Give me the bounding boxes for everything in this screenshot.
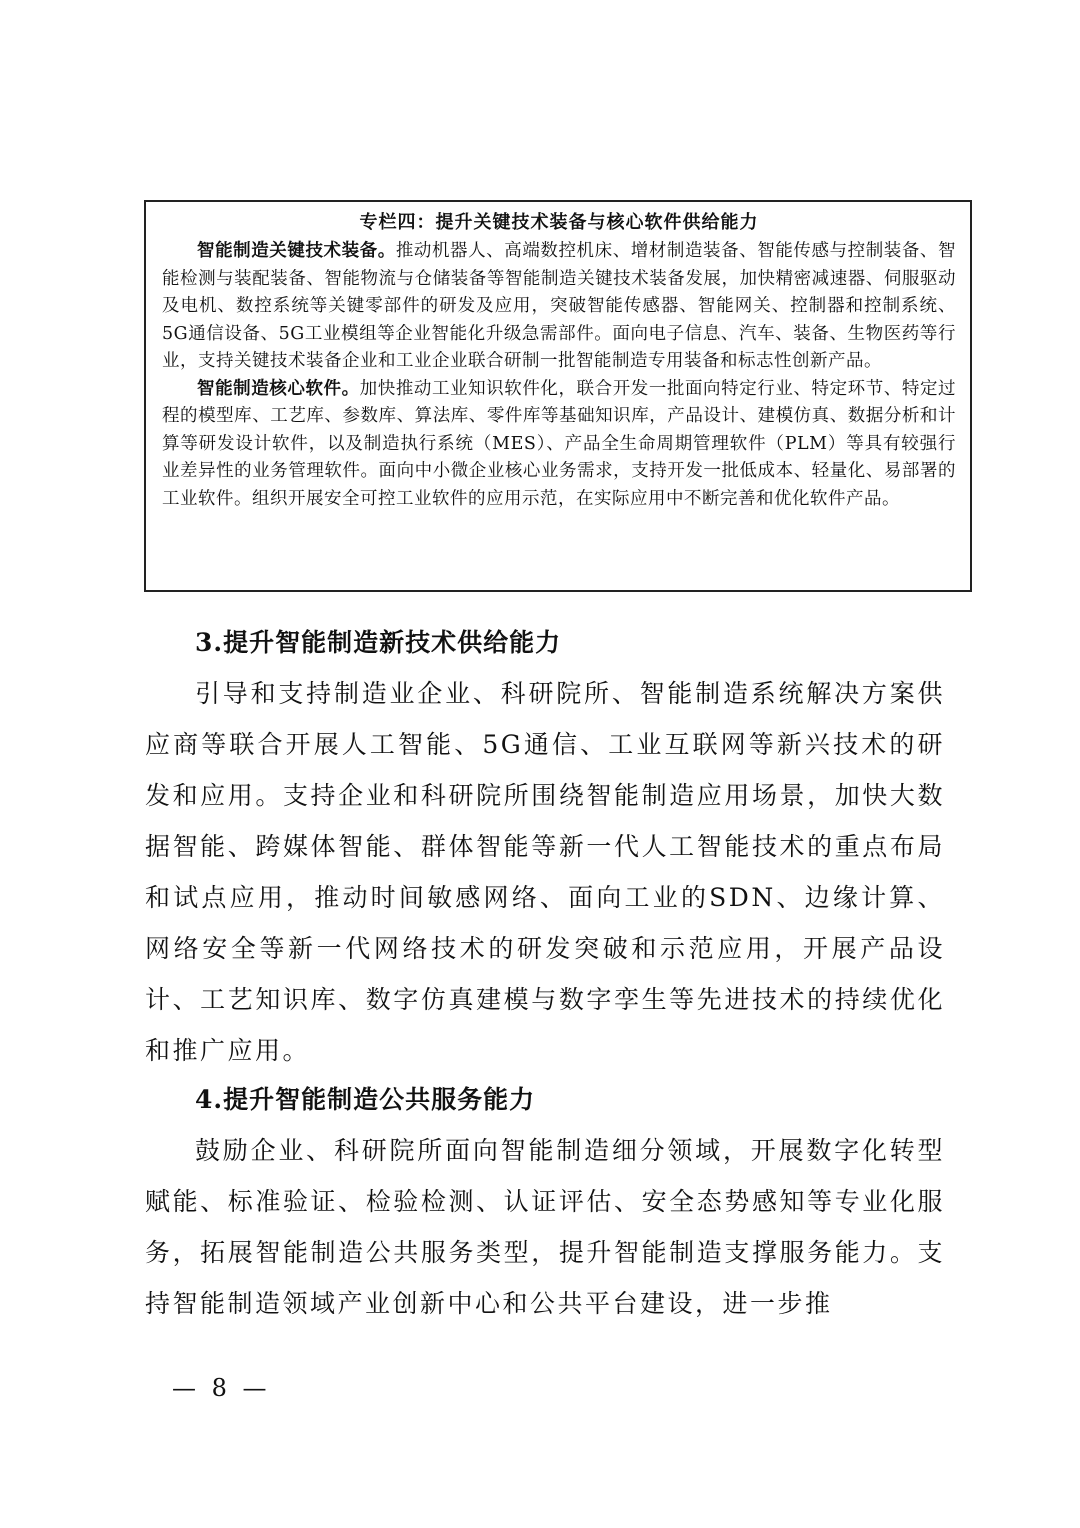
box-paragraph-text: 推动机器人、高端数控机床、增材制造装备、智能传感与控制装备、智能检测与装配装备、智能物流与仓储装备等智能制造关键技术装备发展，加快精密减速器、伺服驱动及电机、数控系统等关键零部件的研发及应用，突破智能传感器、智能网关、控制器和控制系统、5G通信设备、5G工业模组等企业智能化升级急需部件。面向电子信息、汽车、装备、生物医药等行业，支持关键技术装备企业和工业企业联合研制一批智能制造专用装备和标志性创新产品。 — [162, 241, 957, 371]
page-number: — 8 — — [172, 1374, 271, 1402]
box-paragraph-equipment — [162, 238, 956, 376]
sidebar-box — [144, 200, 972, 592]
section-4 — [145, 1075, 945, 1329]
box-paragraph-text: 加快推动工业知识软件化，联合开发一批面向特定行业、特定环节、特定过程的模型库、工艺库、参数库、算法库、零件库等基础知识库，产品设计、建模仿真、数据分析和计算等研发设计软件，以及制造执行系统（MES）、产品全生命周期管理软件（PLM）等具有较强行业差异性的业务管理软件。面向中小微企业核心业务需求，支持开发一批低成本、轻量化、易部署的工业软件。组织开展安全可控工业软件的应用示范，在实际应用中不断完善和优化软件产品。 — [162, 378, 957, 509]
box-paragraph-software — [162, 376, 956, 514]
section-heading: 4.提升智能制造公共服务能力 — [195, 1085, 536, 1114]
box-paragraph-lead: 智能制造关键技术装备。 — [197, 241, 396, 261]
section-paragraph: 引导和支持制造业企业、科研院所、智能制造系统解决方案供应商等联合开展人工智能、5G通信、工业互联网等新兴技术的研发和应用。支持企业和科研院所围绕智能制造应用场景，加快大数据智能、跨媒体智能、群体智能等新一代人工智能技术的重点布局和试点应用，推动时间敏感网络、面向工业的SDN、边缘计算、网络安全等新一代网络技术的研发突破和示范应用，开展产品设计、工艺知识库、数字仿真建模与数字孪生等先进技术的持续优化和推广应用。 — [145, 679, 945, 1065]
section-3 — [145, 618, 945, 1076]
section-heading: 3.提升智能制造新技术供给能力 — [195, 628, 562, 657]
section-paragraph: 鼓励企业、科研院所面向智能制造细分领域，开展数字化转型赋能、标准验证、检验检测、认证评估、安全态势感知等专业化服务，拓展智能制造公共服务类型，提升智能制造支撑服务能力。支持智能制造领域产业创新中心和公共平台建设，进一步推 — [145, 1136, 945, 1318]
box-title: 专栏四：提升关键技术装备与核心软件供给能力 — [359, 212, 759, 233]
box-paragraph-lead: 智能制造核心软件。 — [197, 378, 360, 399]
